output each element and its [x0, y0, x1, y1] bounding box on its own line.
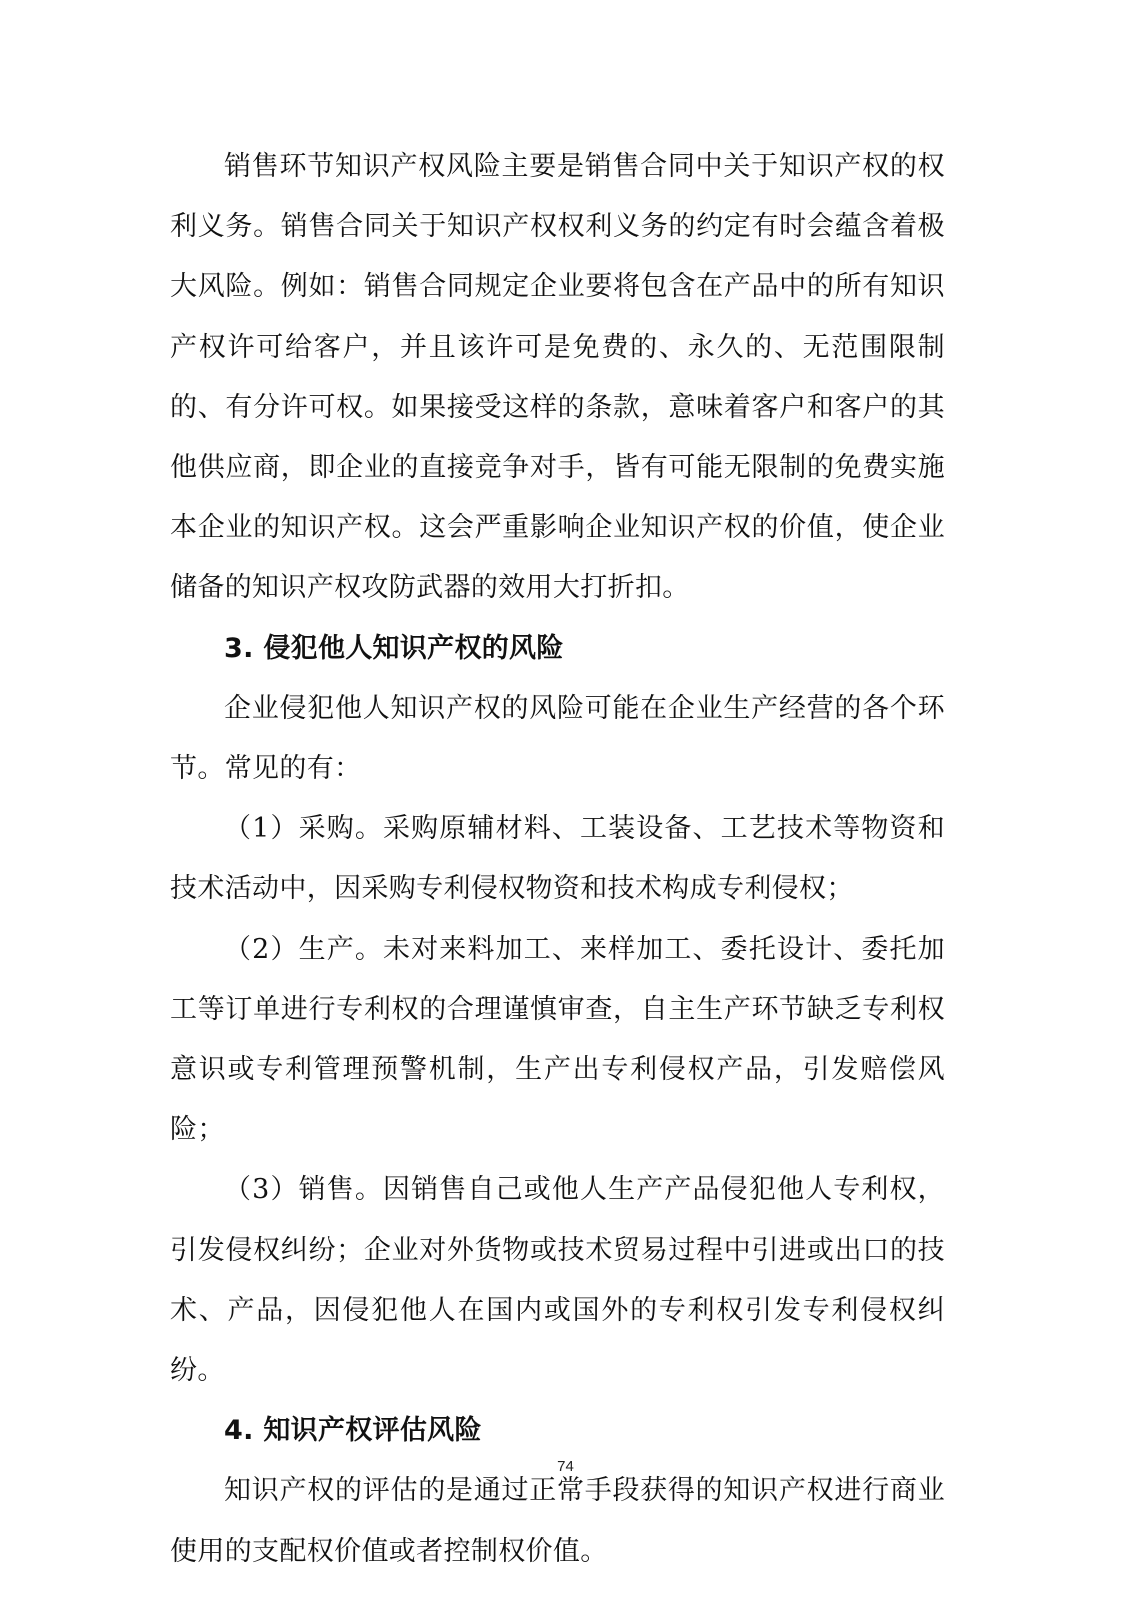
section-heading-4: 4. 知识产权评估风险 — [224, 1415, 482, 1447]
list-item-production: （2）生产。未对来料加工、来样加工、委托设计、委托加工等订单进行专利权的合理谨慎审查，自主生产环节缺乏专利权意识或专利管理预警机制，生产出专利侵权产品，引发赔偿风险； — [170, 933, 945, 1146]
document-body — [170, 137, 945, 1582]
list-item-sales: （3）销售。因销售自己或他人生产产品侵犯他人专利权，引发侵权纠纷；企业对外货物或技术贸易过程中引进或出口的技术、产品，因侵犯他人在国内或国外的专利权引发专利侵权纠纷。 — [170, 1174, 945, 1387]
paragraph-infringement-intro: 企业侵犯他人知识产权的风险可能在企业生产经营的各个环节。常见的有： — [170, 692, 945, 785]
section-heading-3: 3. 侵犯他人知识产权的风险 — [224, 632, 564, 664]
list-item-procurement: （1）采购。采购原辅材料、工装设备、工艺技术等物资和技术活动中，因采购专利侵权物资和技术构成专利侵权； — [170, 813, 945, 905]
page-number: 74 — [557, 1458, 574, 1475]
paragraph-sales-risk: 销售环节知识产权风险主要是销售合同中关于知识产权的权利义务。销售合同关于知识产权权利义务的约定有时会蕴含着极大风险。例如：销售合同规定企业要将包含在产品中的所有知识产权许可给客户，并且该许可是免费的、永久的、无范围限制的、有分许可权。如果接受这样的条款，意味着客户和客户的其他供应商，即企业的直接竞争对手，皆有可能无限制的免费实施本企业的知识产权。这会严重影响企业知识产权的价值，使企业储备的知识产权攻防武器的效用大打折扣。 — [170, 151, 945, 604]
paragraph-evaluation: 知识产权的评估的是通过正常手段获得的知识产权进行商业使用的支配权价值或者控制权价值。 — [170, 1475, 945, 1567]
